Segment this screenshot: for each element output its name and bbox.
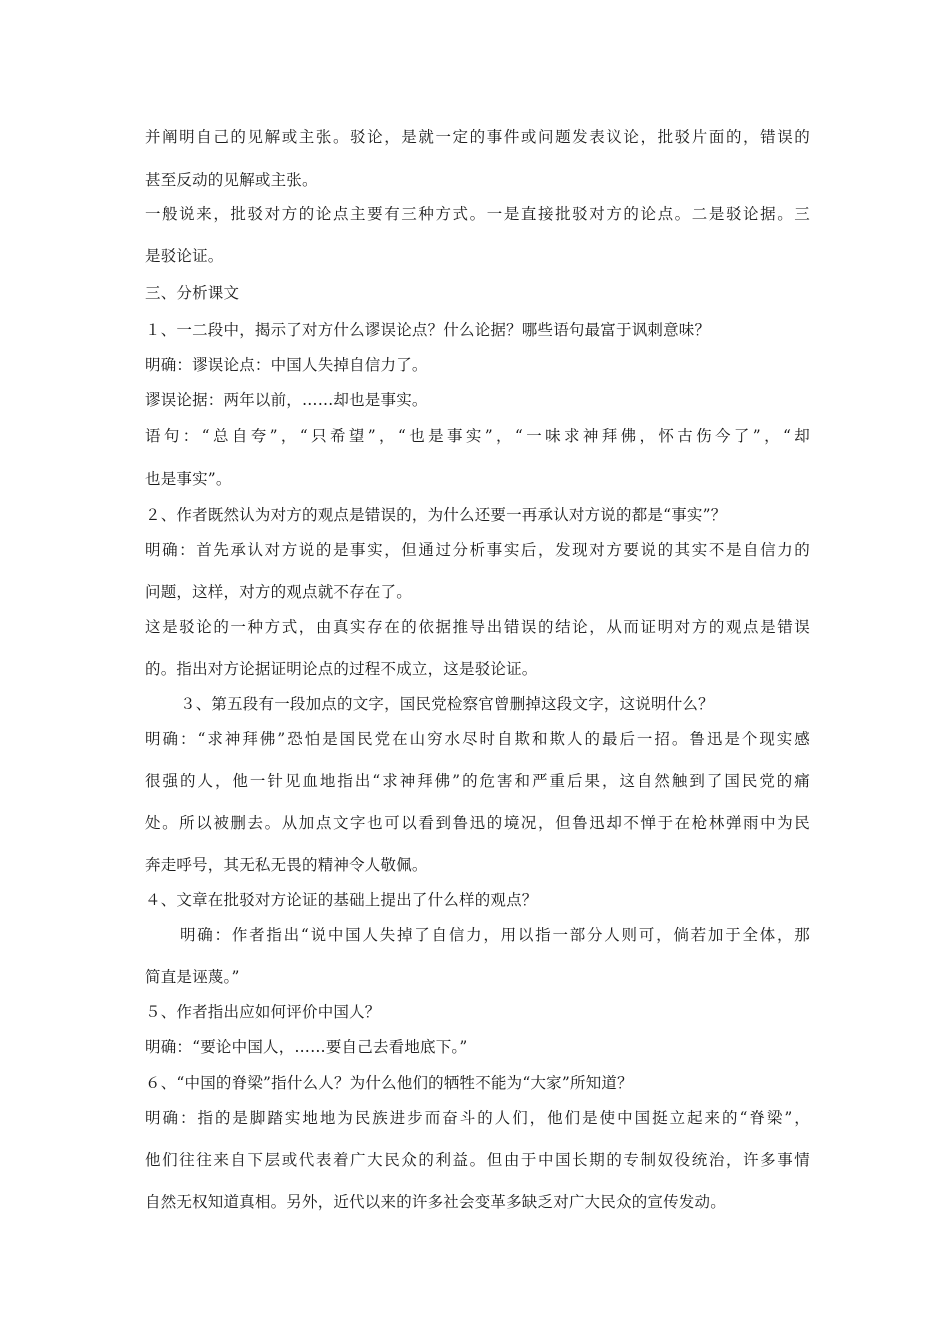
paragraph-line: 也是事实”。	[145, 470, 232, 488]
answer-line: 明确：指的是脚踏实地地为民族进步而奋斗的人们，他们是使中国挺立起来的“脊梁”，	[145, 1109, 810, 1127]
paragraph-line: 语句：“总自夸”，“只希望”，“也是事实”，“一味求神拜佛，怀古伤今了”，“却	[145, 427, 810, 445]
paragraph-line: 的。指出对方论据证明论点的过程不成立，这是驳论证。	[145, 660, 538, 678]
answer-line: 明确：“求神拜佛”恐怕是国民党在山穷水尽时自欺和欺人的最后一招。鲁迅是个现实感	[145, 730, 810, 748]
answer-line: 明确：“要论中国人，……要自己去看地底下。”	[145, 1038, 468, 1056]
question-2: ２、作者既然认为对方的观点是错误的，为什么还要一再承认对方说的都是“事实”？	[145, 506, 727, 524]
question-5: ５、作者指出应如何评价中国人？	[145, 1003, 381, 1021]
paragraph-line: 问题，这样，对方的观点就不存在了。	[145, 583, 412, 601]
question-1: １、一二段中，揭示了对方什么谬误论点？什么论据？哪些语句最富于讽刺意味？	[145, 321, 711, 339]
paragraph-line: 谬误论据：两年以前，……却也是事实。	[145, 391, 428, 409]
paragraph-line: 处。所以被删去。从加点文字也可以看到鲁迅的境况，但鲁迅却不惮于在枪林弹雨中为民	[145, 814, 810, 832]
answer-line: 明确：作者指出“说中国人失掉了自信力，用以指一部分人则可，倘若加于全体，那	[180, 926, 810, 944]
answer-line: 明确：谬误论点：中国人失掉自信力了。	[145, 356, 428, 374]
paragraph-line: 一般说来，批驳对方的论点主要有三种方式。一是直接批驳对方的论点。二是驳论据。三	[145, 205, 810, 223]
question-6: ６、“中国的脊梁”指什么人？为什么他们的牺牲不能为“大家”所知道？	[145, 1074, 633, 1092]
paragraph-line: 是驳论证。	[145, 247, 224, 265]
section-heading: 三、分析课文	[145, 284, 240, 302]
paragraph-line: 很强的人，他一针见血地指出“求神拜佛”的危害和严重后果，这自然触到了国民党的痛	[145, 772, 810, 790]
paragraph-line: 他们往往来自下层或代表着广大民众的利益。但由于中国长期的专制奴役统治，许多事情	[145, 1151, 810, 1169]
paragraph-line: 奔走呼号，其无私无畏的精神令人敬佩。	[145, 856, 428, 874]
paragraph-line: 甚至反动的见解或主张。	[145, 171, 318, 189]
question-4: ４、文章在批驳对方论证的基础上提出了什么样的观点？	[145, 891, 538, 909]
question-3: ３、第五段有一段加点的文字，国民党检察官曾删掉这段文字，这说明什么？	[180, 695, 714, 713]
paragraph-line: 并阐明自己的见解或主张。驳论，是就一定的事件或问题发表议论，批驳片面的，错误的	[145, 128, 810, 146]
paragraph-line: 自然无权知道真相。另外，近代以来的许多社会变革多缺乏对广大民众的宣传发动。	[145, 1193, 726, 1211]
paragraph-line: 这是驳论的一种方式，由真实存在的依据推导出错误的结论，从而证明对方的观点是错误	[145, 618, 810, 636]
answer-line: 明确：首先承认对方说的是事实，但通过分析事实后，发现对方要说的其实不是自信力的	[145, 541, 810, 559]
paragraph-line: 简直是诬蔑。”	[145, 968, 240, 986]
